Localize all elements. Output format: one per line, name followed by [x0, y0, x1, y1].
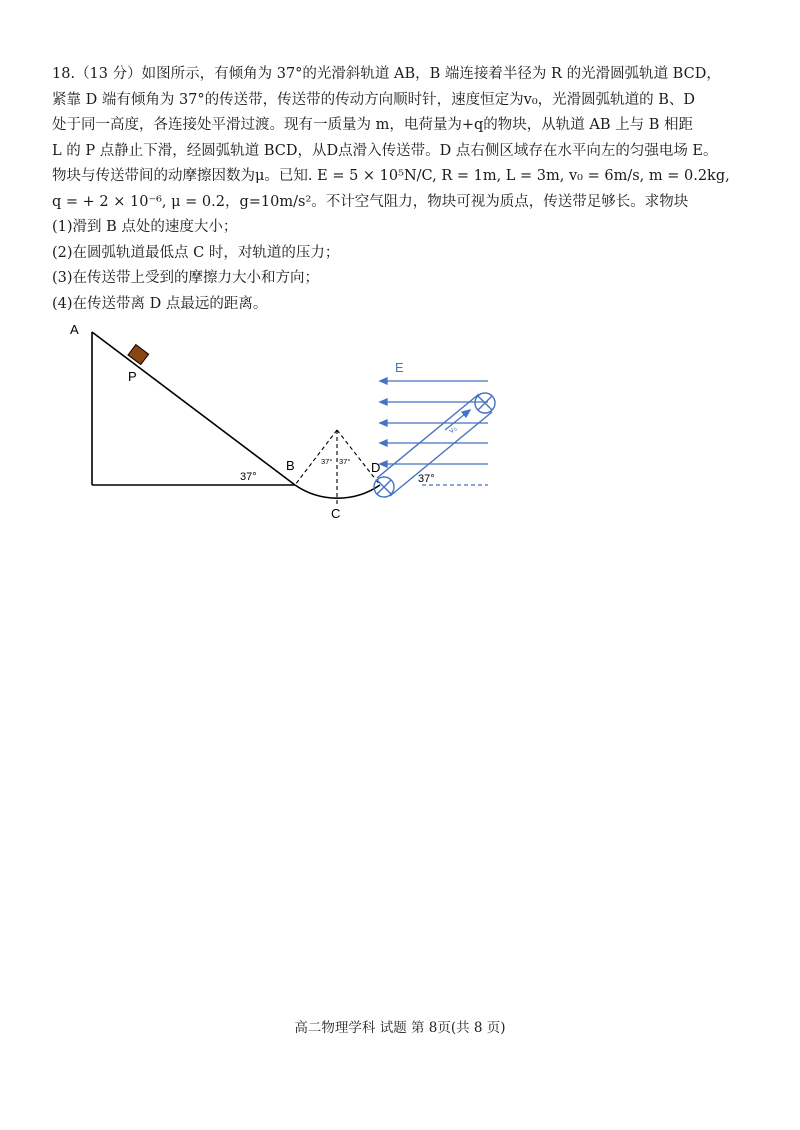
- stem-line-1: 如图所示，有倾角为 37°的光滑斜轨道 AB，B 端连接着半径为 R 的光滑圆弧轨道 BCD，: [141, 66, 721, 82]
- label-belt-speed: v₀: [447, 423, 459, 436]
- question-3: (3)在传送带上受到的摩擦力大小和方向；: [52, 270, 320, 286]
- angle-right: 37°: [418, 473, 435, 485]
- page-footer: 高二物理学科 试题 第 8页(共 8 页): [294, 1020, 506, 1036]
- stem-line-4: L 的 P 点静止下滑，经圆弧轨道 BCD，从D点滑入传送带。D 点右侧区域存在水平向左的匀强电场 E。: [52, 142, 718, 159]
- angle-center-left: 37°: [321, 457, 333, 466]
- question-4: (4)在传送带离 D 点最远的距离。: [52, 295, 268, 312]
- stem-line-5: 物块与传送带间的动摩擦因数为μ。已知. E = 5 × 10⁵N/C, R = 1m, L = 3m, v₀ = 6m/s, m = 0.2kg,: [52, 168, 730, 184]
- arc-radius-lines: [295, 430, 380, 505]
- angle-left: 37°: [240, 471, 257, 483]
- label-e: E: [395, 360, 404, 375]
- label-b: B: [286, 458, 295, 473]
- question-list: [52, 215, 752, 317]
- question-2: (2)在圆弧轨道最低点 C 时，对轨道的压力；: [52, 244, 340, 261]
- stem-line-6: q = + 2 × 10⁻⁶, μ = 0.2，g=10m/s²。不计空气阻力，物块可视为质点，传送带足够长。求物块: [52, 193, 689, 210]
- problem-line-1: [52, 62, 752, 88]
- stem-line-2: 紧靠 D 端有倾角为 37°的传送带，传送带的传动方向顺时针，速度恒定为v₀，光滑圆弧轨道的 B、D: [52, 91, 696, 108]
- problem-number: 18.: [52, 66, 76, 82]
- stem-line-3: 处于同一高度，各连接处平滑过渡。现有一质量为 m，电荷量为+q的物块，从轨道 AB 上与 B 相距: [52, 117, 694, 133]
- label-c: C: [331, 506, 341, 521]
- label-a: A: [70, 322, 79, 337]
- label-p: P: [128, 369, 137, 384]
- angle-center-right: 37°: [339, 457, 351, 466]
- question-1: (1)滑到 B 点处的速度大小；: [52, 219, 238, 235]
- problem-text: [52, 62, 752, 317]
- physics-diagram: [60, 318, 520, 528]
- label-d: D: [371, 460, 381, 475]
- incline-ramp: [92, 332, 295, 485]
- problem-score: （13 分）: [75, 66, 142, 82]
